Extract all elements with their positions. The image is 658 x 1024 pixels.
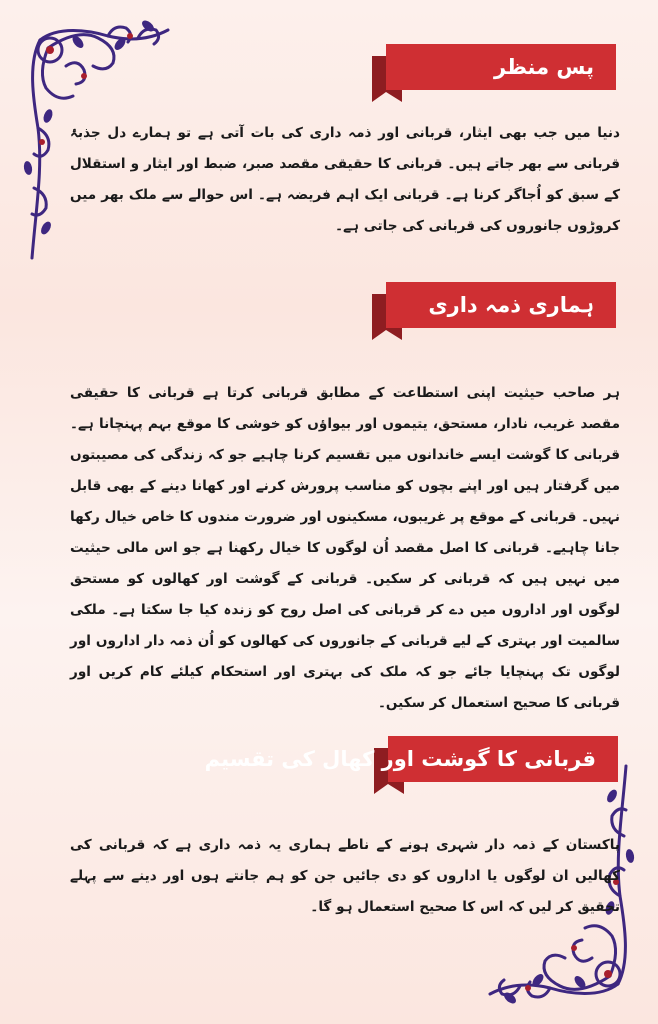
section-heading-ribbon [372,282,616,340]
section-heading: ہماری ذمہ داری [428,293,594,317]
section-heading-ribbon [204,736,618,794]
section-heading: پس منظر [494,55,594,79]
section-body: دنیا میں جب بھی ایثار، قربانی اور ذمہ داری کی بات آتی ہے تو ہمارے دل جذبۂ قربانی سے بھر جاتے ہیں۔ قربانی کا حقیقی مقصد صبر، ضبط اور ایثار و استقلال کے سبق کو اُجاگر کرنا ہے۔ قربانی ایک اہم فریضہ ہے۔ اس حوالے سے ملک بھر میں کروڑوں جانوروں کی قربانی کی جاتی ہے۔ [70,125,620,234]
section-body: ہر صاحب حیثیت اپنی استطاعت کے مطابق قربانی کرتا ہے قربانی کا حقیقی مقصد غریب، نادار، مستحق، یتیموں اور بیواؤں کو خوشی کا موقع بہم پہنچانا ہے۔ قربانی کا گوشت ایسے خاندانوں میں تقسیم کرنا چاہیے جو کہ زندگی کی مصیبتوں میں گرفتار ہیں اور اپنے بچوں کو مناسب پرورش کرنے اور کھانا دینے کے بھی قابل نہیں۔ قربانی کے موقع پر غریبوں، مسکینوں اور ضرورت مندوں کا خاص خیال رکھا جانا چاہیے۔ قربانی کا اصل مقصد اُن لوگوں کا خیال رکھنا ہے جو اس مالی حیثیت میں نہیں ہیں کہ قربانی کر سکیں۔ قربانی کے گوشت اور کھالوں کو مستحق لوگوں اور اداروں میں دے کر قربانی کی اصل روح کو زندہ کیا جا سکتا ہے۔ ملکی سالمیت اور بہتری کے لیے قربانی کے جانوروں کی کھالوں کو اُن ذمہ دار اداروں اور لوگوں تک پہنچایا جائے جو کہ ملک کی بہتری اور استحکام کیلئے کام کریں اور قربانی کا صحیح استعمال کر سکیں۔ [70,385,620,711]
section-heading-ribbon [372,44,616,102]
section-body: پاکستان کے ذمہ دار شہری ہونے کے ناطے ہماری یہ ذمہ داری ہے کہ قربانی کی کھالیں ان لوگوں یا اداروں کو دی جائیں جن کو ہم جانتے ہوں اور دینے سے پہلے تحقیق کر لیں کہ اس کا صحیح استعمال ہو گا۔ [70,837,620,915]
section-heading: قربانی کا گوشت اور کھال کی تقسیم [204,747,596,771]
